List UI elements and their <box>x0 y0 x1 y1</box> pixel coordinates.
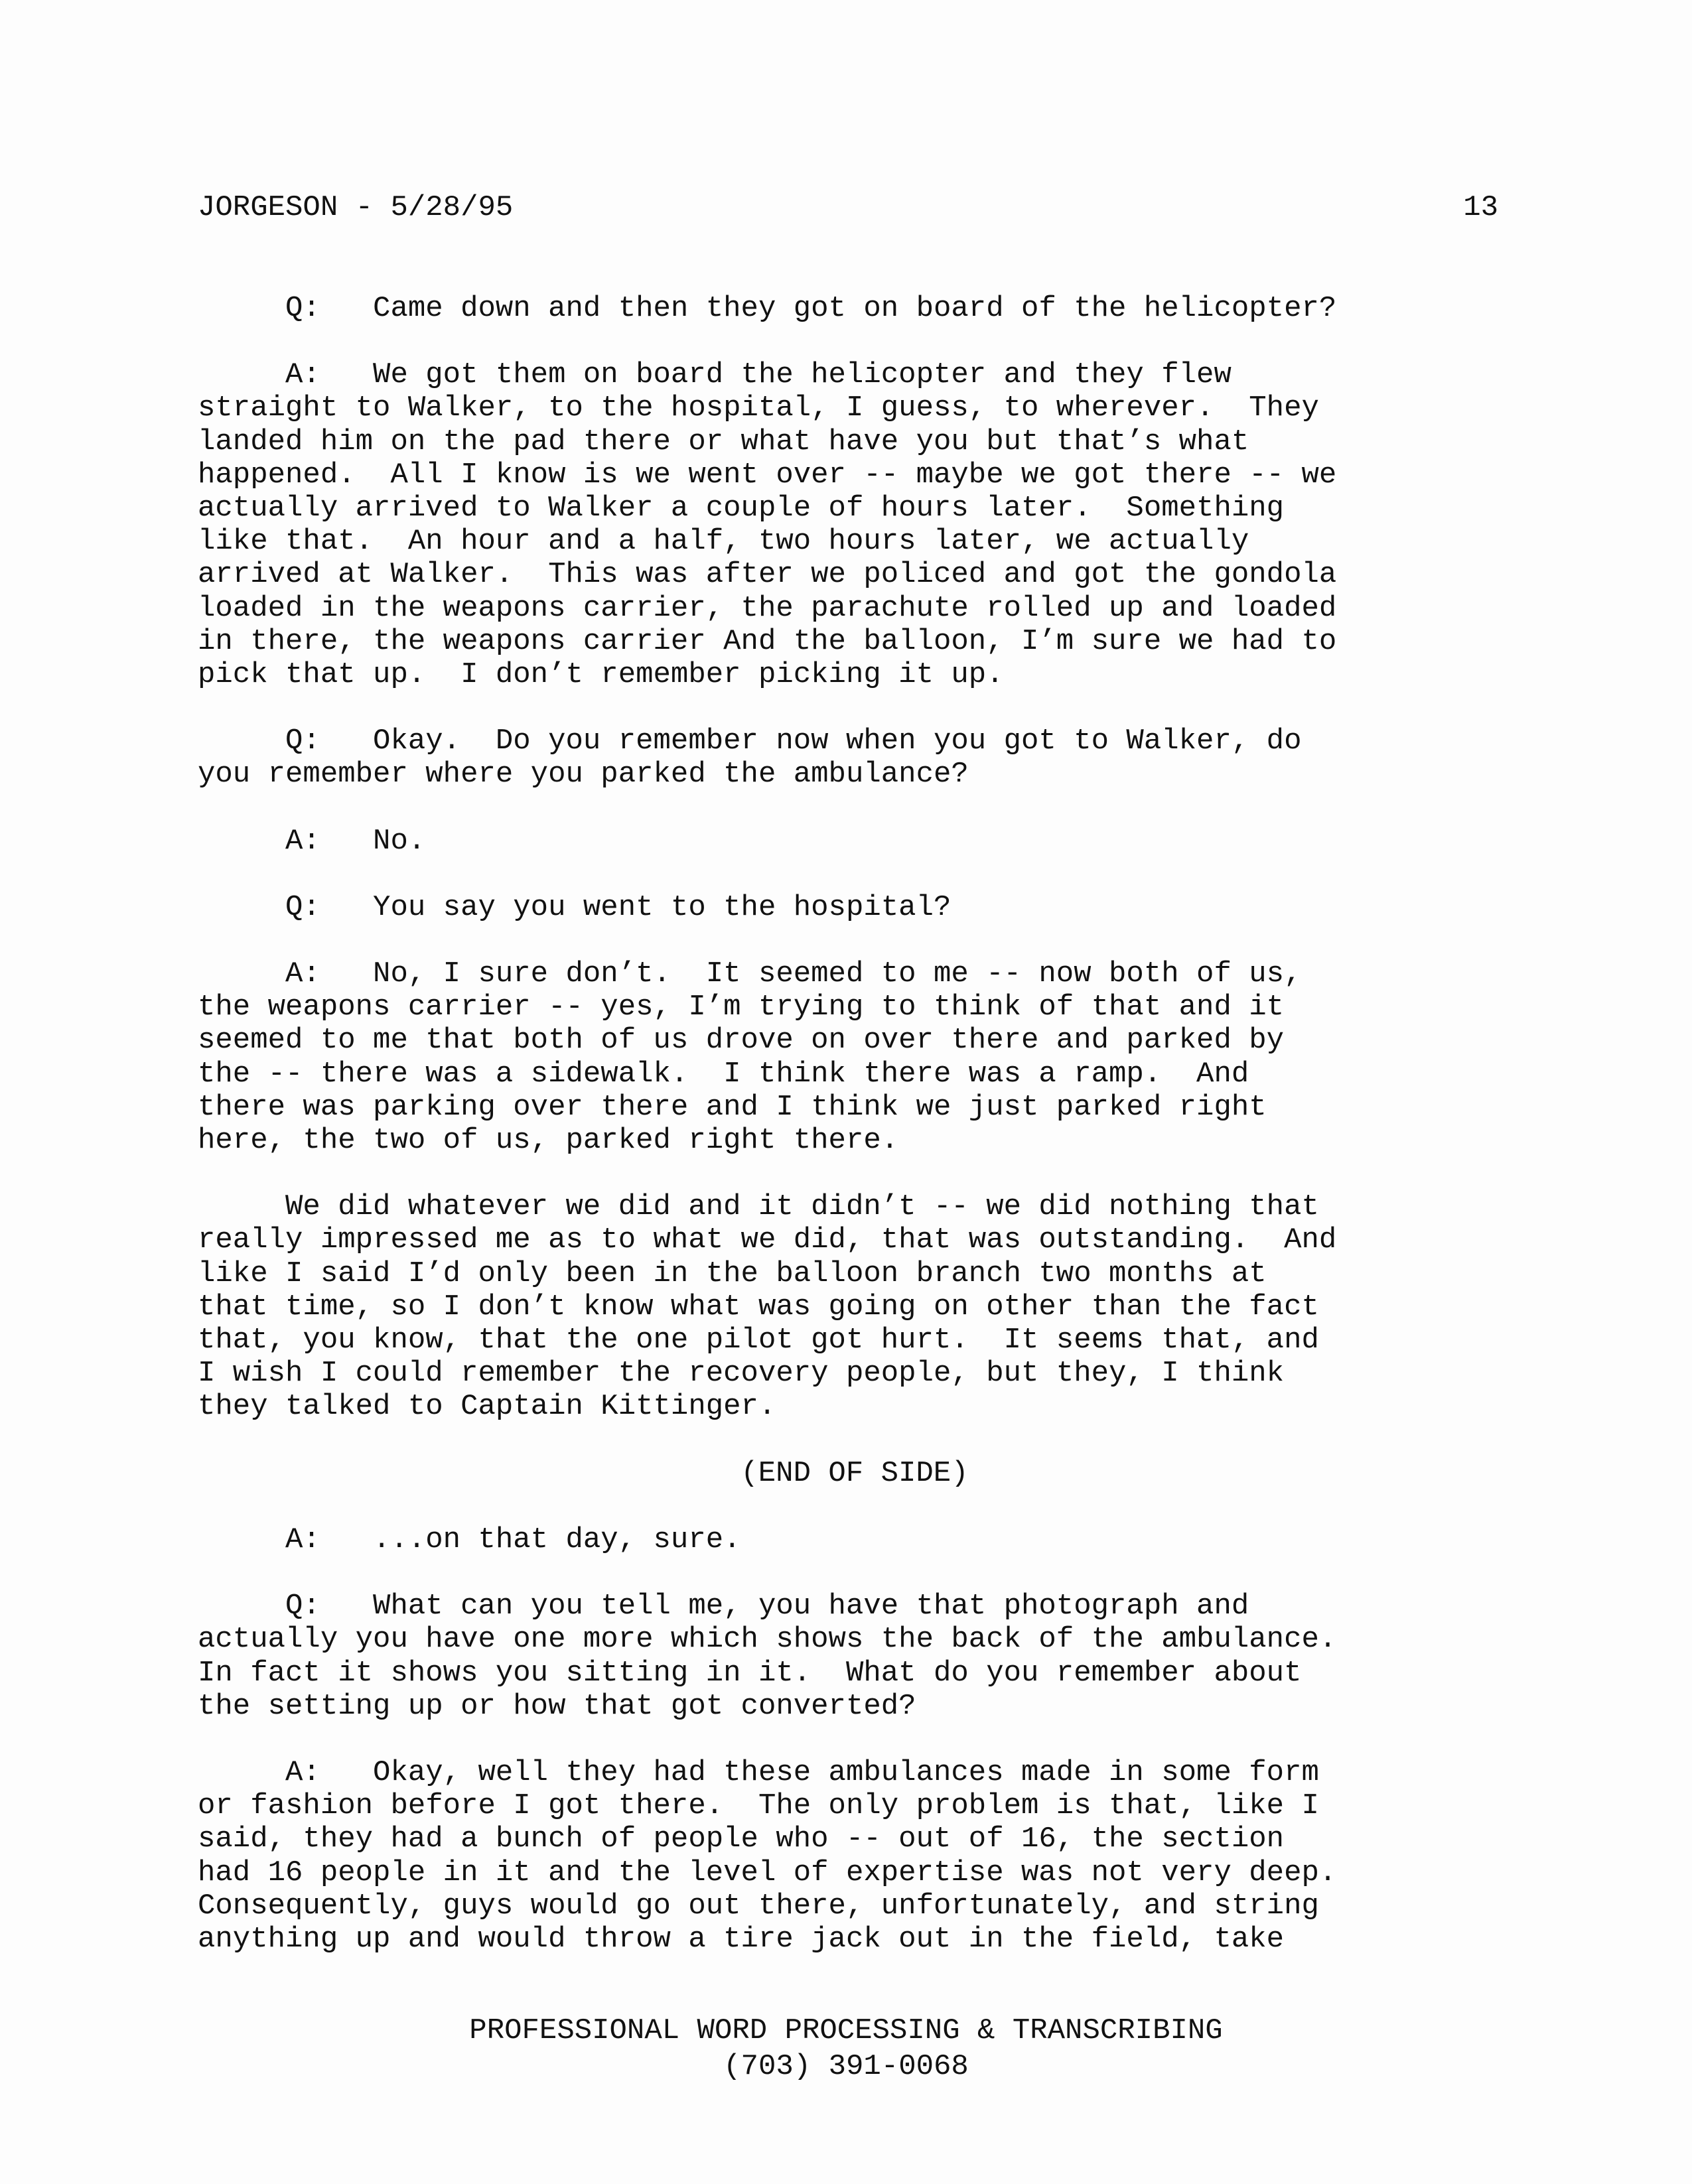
transcript-paragraph <box>198 1523 1512 1556</box>
document-title: JORGESON - 5/28/95 <box>198 191 514 224</box>
text-line: A: No. <box>198 824 426 858</box>
text-line: said, they had a bunch of people who -- out of 16, the section <box>198 1822 1285 1856</box>
text-line: there was parking over there and I think we just parked right <box>198 1090 1267 1124</box>
text-line: We did whatever we did and it didn’t -- we did nothing that <box>198 1190 1319 1224</box>
transcript-paragraph <box>198 724 1512 791</box>
text-line: here, the two of us, parked right there. <box>198 1124 899 1158</box>
text-line: pick that up. I don’t remember picking it up. <box>198 658 1004 692</box>
footer-company: PROFESSIONAL WORD PROCESSING & TRANSCRIBING <box>469 2014 1223 2047</box>
text-line: In fact it shows you sitting in it. What do you remember about <box>198 1656 1302 1690</box>
text-line: A: No, I sure don’t. It seemed to me -- now both of us, <box>198 957 1302 991</box>
transcript-paragraph <box>198 358 1512 691</box>
text-line: the weapons carrier -- yes, I’m trying to think of that and it <box>198 990 1285 1024</box>
text-line: they talked to Captain Kittinger. <box>198 1390 776 1424</box>
transcript-paragraph <box>198 1190 1512 1423</box>
text-line: loaded in the weapons carrier, the parachute rolled up and loaded <box>198 591 1337 625</box>
text-line: that, you know, that the one pilot got hurt. It seems that, and <box>198 1324 1319 1357</box>
transcript-body <box>198 292 1512 1989</box>
text-line: really impressed me as to what we did, that was outstanding. And <box>198 1223 1337 1257</box>
text-line: Consequently, guys would go out there, unfortunately, and string <box>198 1889 1319 1923</box>
text-line: in there, the weapons carrier And the balloon, I’m sure we had to <box>198 624 1337 658</box>
text-line: like that. An hour and a half, two hours later, we actually <box>198 525 1249 559</box>
transcript-paragraph <box>198 957 1512 1157</box>
text-line: anything up and would throw a tire jack out in the field, take <box>198 1922 1285 1956</box>
text-line: straight to Walker, to the hospital, I guess, to wherever. They <box>198 391 1319 425</box>
text-line: like I said I’d only been in the balloon branch two months at <box>198 1257 1267 1290</box>
text-line: actually arrived to Walker a couple of hours later. Something <box>198 492 1285 525</box>
transcript-paragraph <box>198 1590 1512 1723</box>
text-line: happened. All I know is we went over -- maybe we got there -- we <box>198 458 1337 492</box>
text-line: Q: Okay. Do you remember now when you got to Walker, do <box>198 724 1302 758</box>
text-line: the setting up or how that got converted? <box>198 1689 916 1723</box>
text-line: Q: Came down and then they got on board of the helicopter? <box>198 292 1337 325</box>
text-line: Q: What can you tell me, you have that photograph and <box>198 1590 1249 1623</box>
text-line: A: ...on that day, sure. <box>198 1523 741 1556</box>
text-line: the -- there was a sidewalk. I think there was a ramp. And <box>198 1057 1249 1091</box>
transcript-paragraph <box>198 825 1512 858</box>
page-footer <box>0 2013 1692 2084</box>
text-line: (END OF SIDE) <box>740 1456 969 1490</box>
text-line: had 16 people in it and the level of expertise was not very deep. <box>198 1856 1337 1889</box>
transcript-paragraph <box>198 1756 1512 1956</box>
text-line: A: We got them on board the helicopter and they flew <box>198 358 1232 392</box>
text-line: landed him on the pad there or what have you but that’s what <box>198 425 1249 458</box>
text-line: I wish I could remember the recovery people, but they, I think <box>198 1357 1285 1391</box>
text-line: or fashion before I got there. The only problem is that, like I <box>198 1789 1319 1823</box>
page-number: 13 <box>1463 191 1498 224</box>
transcript-paragraph <box>198 891 1512 924</box>
text-line: actually you have one more which shows the back of the ambulance. <box>198 1623 1337 1657</box>
text-line: seemed to me that both of us drove on over there and parked by <box>198 1024 1285 1058</box>
footer-phone: (703) 391-0068 <box>723 2050 969 2083</box>
text-line: you remember where you parked the ambulance? <box>198 758 969 791</box>
text-line: arrived at Walker. This was after we policed and got the gondola <box>198 558 1337 592</box>
text-line: Q: You say you went to the hospital? <box>198 890 952 924</box>
text-line: that time, so I don’t know what was going on other than the fact <box>198 1290 1319 1324</box>
section-marker <box>198 1457 1512 1490</box>
text-line: A: Okay, well they had these ambulances made in some form <box>198 1755 1319 1789</box>
transcript-paragraph <box>198 292 1512 325</box>
